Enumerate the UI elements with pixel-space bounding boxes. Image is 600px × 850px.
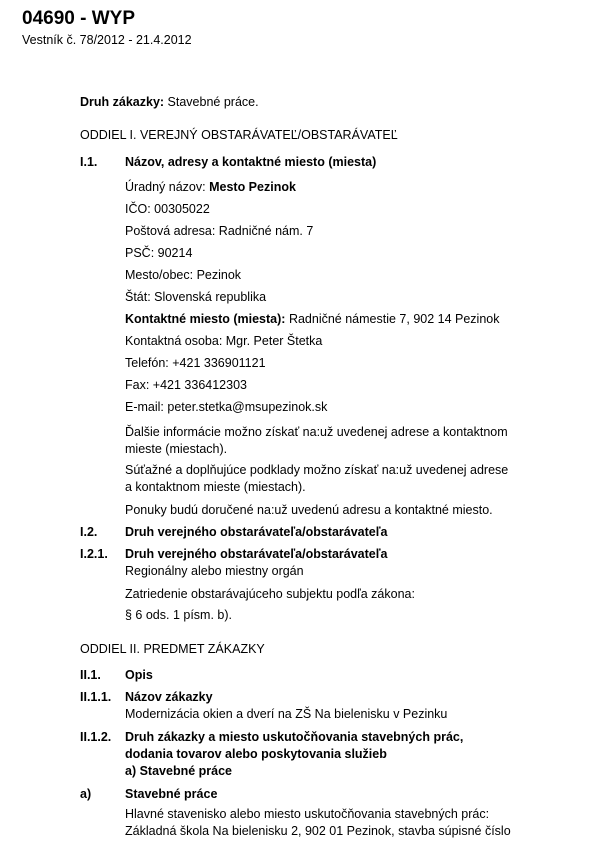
ii11-number: II.1.1. <box>80 690 112 704</box>
section-1-heading: ODDIEL I. VEREJNÝ OBSTARÁVATEĽ/OBSTARÁVATEĽ <box>80 128 398 142</box>
email-line <box>125 400 327 414</box>
official-name-label: Úradný názov: <box>125 180 206 194</box>
i1-title: Názov, adresy a kontaktné miesto (miesta) <box>125 155 377 169</box>
contact-point-line <box>125 312 500 326</box>
ii1-number: II.1. <box>80 668 101 682</box>
city-line: Mesto/obec: Pezinok <box>125 268 242 282</box>
official-name-line <box>125 180 296 194</box>
offers-delivery-line: Ponuky budú doručené na:už uvedenú adresu a kontaktné miesto. <box>125 503 493 517</box>
law-reference-line: § 6 ods. 1 písm. b). <box>125 608 232 622</box>
bulletin-reference: Vestník č. 78/2012 - 21.4.2012 <box>22 33 192 47</box>
i21-title: Druh verejného obstarávateľa/obstarávateľa <box>125 547 388 561</box>
ii12-title-line-1: Druh zákazky a miesto uskutočňovania stavebných prác, <box>125 730 464 744</box>
contract-type-line <box>80 95 259 109</box>
i21-value: Regionálny alebo miestny orgán <box>125 564 304 578</box>
postal-code-line: PSČ: 90214 <box>125 246 193 260</box>
contract-type-label: Druh zákazky: <box>80 95 165 109</box>
classification-line: Zatriedenie obstarávajúceho subjektu podľa zákona: <box>125 587 415 601</box>
section-2-heading: ODDIEL II. PREDMET ZÁKAZKY <box>80 642 265 656</box>
more-info-line-1: Ďalšie informácie možno získať na:už uvedenej adrese a kontaktnom <box>125 425 508 439</box>
site-label: Hlavné stavenisko alebo miesto uskutočňovania stavebných prác: <box>125 807 490 821</box>
site-value: Základná škola Na bielenisku 2, 902 01 Pezinok, stavba súpisné číslo <box>125 824 511 838</box>
ii12-title-line-3: a) Stavebné práce <box>125 764 232 778</box>
contact-person-line: Kontaktná osoba: Mgr. Peter Štetka <box>125 334 323 348</box>
i21-number: I.2.1. <box>80 547 108 561</box>
country-line: Štát: Slovenská republika <box>125 290 267 304</box>
i2-title: Druh verejného obstarávateľa/obstarávateľa <box>125 525 388 539</box>
phone-line: Telefón: +421 336901121 <box>125 356 266 370</box>
ii1-title: Opis <box>125 668 153 682</box>
contract-type-value: Stavebné práce. <box>167 95 259 109</box>
ii11-title: Názov zákazky <box>125 690 213 704</box>
ii12-number: II.1.2. <box>80 730 112 744</box>
email-address[interactable]: peter.stetka@msupezinok.sk <box>167 400 328 414</box>
official-name-value: Mesto Pezinok <box>209 180 296 194</box>
tender-docs-line-1: Súťažné a doplňujúce podklady možno získať na:už uvedenej adrese <box>125 463 509 477</box>
item-a-title: Stavebné práce <box>125 787 218 801</box>
fax-line: Fax: +421 336412303 <box>125 378 247 392</box>
ii12-title-line-2: dodania tovarov alebo poskytovania služieb <box>125 747 387 761</box>
tender-docs-line-2: a kontaktnom mieste (miestach). <box>125 480 306 494</box>
email-label: E-mail: <box>125 400 164 414</box>
i1-number: I.1. <box>80 155 98 169</box>
document-title: 04690 - WYP <box>22 8 135 29</box>
ico-line: IČO: 00305022 <box>125 202 210 216</box>
item-a-number: a) <box>80 787 92 801</box>
more-info-line-2: mieste (miestach). <box>125 442 228 456</box>
contract-name-value: Modernizácia okien a dverí na ZŠ Na bielenisku v Pezinku <box>125 707 448 721</box>
contact-point-label: Kontaktné miesto (miesta): <box>125 312 286 326</box>
i2-number: I.2. <box>80 525 98 539</box>
contact-point-value: Radničné námestie 7, 902 14 Pezinok <box>288 312 500 326</box>
postal-address-line: Poštová adresa: Radničné nám. 7 <box>125 224 314 238</box>
